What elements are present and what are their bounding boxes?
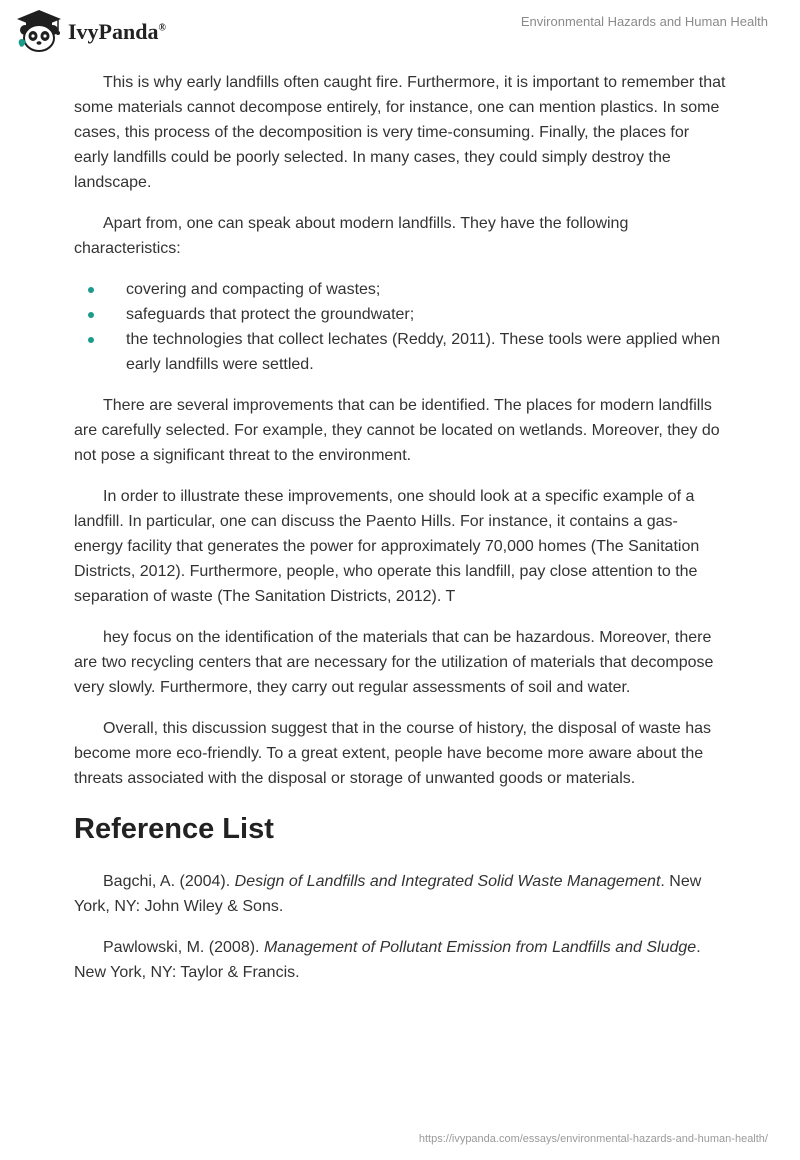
reference-list-heading: Reference List bbox=[74, 813, 274, 845]
bullet-dot-icon bbox=[88, 312, 94, 318]
panda-mascot-icon bbox=[14, 8, 64, 54]
paragraph: This is why early landfills often caught fire. Furthermore, it is important to remember that some materials cannot decompose entirely, for instance, one can mention plastics. In some cases, this process of the decomposition is very time-consuming. Finally, the places for early landfills could be poorly selected. In many cases, they could simply destroy the landscape. bbox=[74, 74, 726, 191]
ivypanda-logo[interactable] bbox=[14, 8, 166, 54]
reference-item: Pawlowski, M. (2008). Management of Pollutant Emission from Landfills and Sludge. New York, NY: Taylor & Francis. bbox=[74, 939, 701, 981]
reference-item: Bagchi, A. (2004). Design of Landfills and Integrated Solid Waste Management. New York, NY: John Wiley & Sons. bbox=[74, 873, 702, 915]
bullet-dot-icon bbox=[88, 337, 94, 343]
document-title: Environmental Hazards and Human Health bbox=[520, 14, 768, 29]
paragraph: hey focus on the identification of the materials that can be hazardous. Moreover, there are two recycling centers that are necessary for the utilization of materials that decompose very slowly. Furthermore, they carry out regular assessments of soil and water. bbox=[74, 629, 714, 696]
characteristics-list bbox=[74, 277, 726, 377]
list-item: the technologies that collect lechates (Reddy, 2011). These tools were applied when early landfills were settled. bbox=[74, 327, 726, 377]
list-item: safeguards that protect the groundwater; bbox=[74, 302, 726, 327]
page-header bbox=[0, 0, 800, 60]
source-url[interactable]: https://ivypanda.com/essays/environmental-hazards-and-human-health/ bbox=[418, 1133, 768, 1145]
list-item: covering and compacting of wastes; bbox=[74, 277, 726, 302]
brand-name: IvyPanda® bbox=[68, 19, 166, 44]
essay-content bbox=[74, 70, 726, 1001]
paragraph: Apart from, one can speak about modern landfills. They have the following characteristics: bbox=[74, 215, 629, 257]
paragraph: Overall, this discussion suggest that in the course of history, the disposal of waste has become more eco-friendly. To a great extent, people have become more aware about the threats associated with the disposal or storage of unwanted goods or materials. bbox=[74, 720, 712, 787]
paragraph: In order to illustrate these improvements, one should look at a specific example of a landfill. In particular, one can discuss the Paento Hills. For instance, it contains a gas-energy facility that generates the power for approximately 70,000 homes (The Sanitation Districts, 2012). Furthermore, people, who operate this landfill, pay close attention to the separation of waste (The Sanitation Districts, 2012). T bbox=[74, 488, 700, 605]
paragraph: There are several improvements that can be identified. The places for modern landfills are carefully selected. For example, they cannot be located on wetlands. Moreover, they do not pose a significant threat to the environment. bbox=[74, 397, 720, 464]
bullet-dot-icon bbox=[88, 287, 94, 293]
